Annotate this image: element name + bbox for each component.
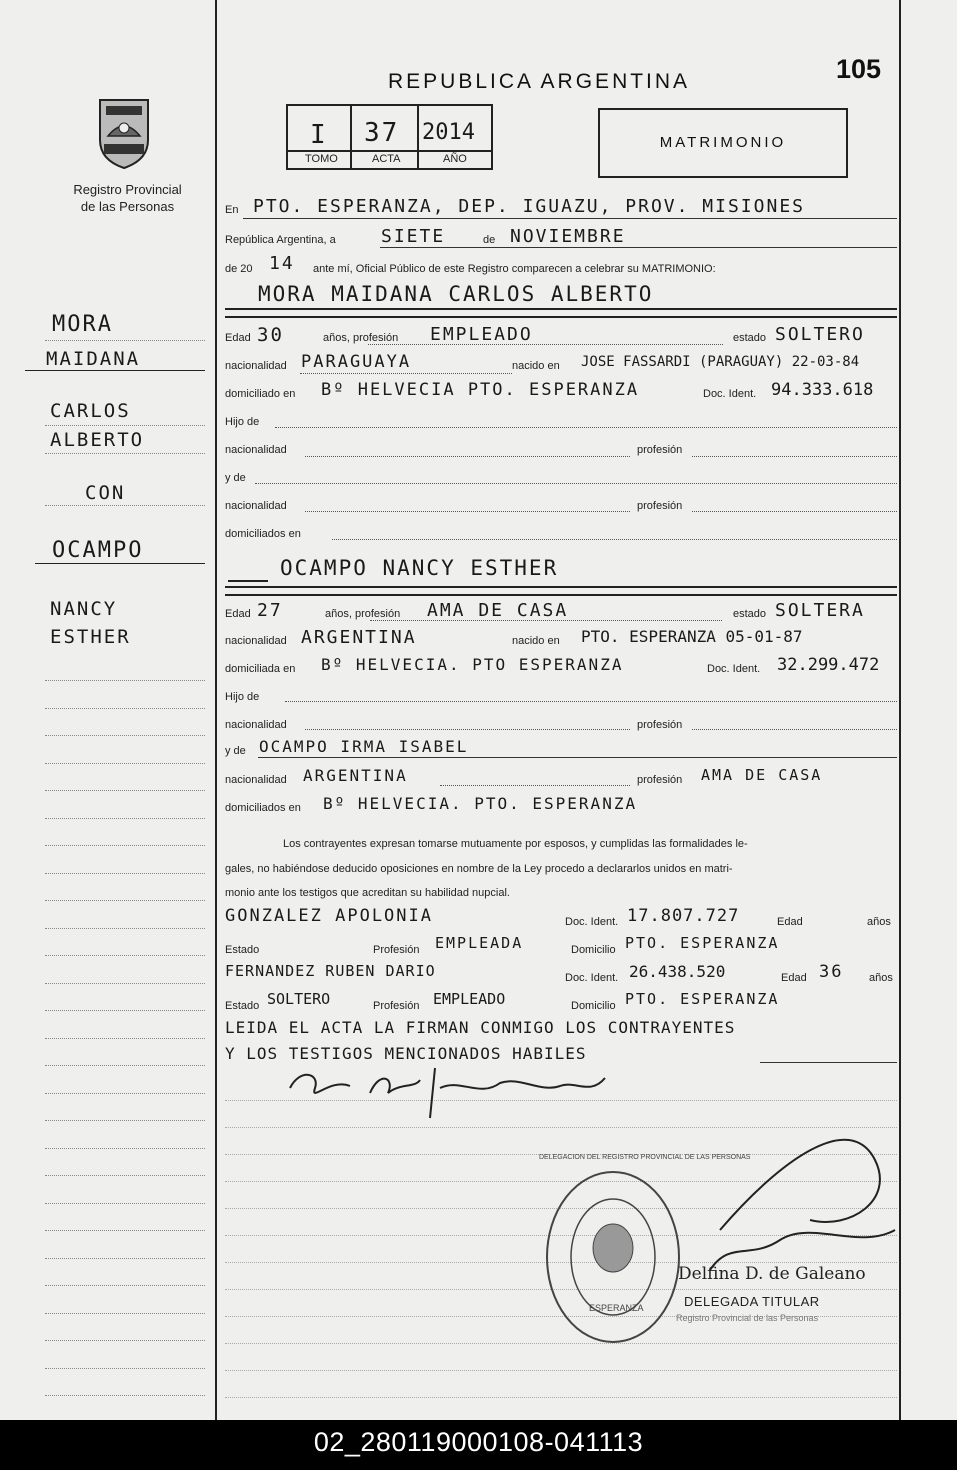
place-value: PTO. ESPERANZA, DEP. IGUAZU, PROV. MISIONES — [253, 196, 805, 217]
margin-rule — [45, 1395, 205, 1396]
margin-rule — [45, 790, 205, 791]
body-rule — [225, 1397, 897, 1398]
groom-profession: EMPLEADO — [430, 324, 533, 345]
bride-mother-name: OCAMPO IRMA ISABEL — [259, 737, 469, 756]
republica-label: República Argentina, a — [225, 234, 336, 246]
margin-given-4: ESTHER — [50, 626, 131, 648]
bride-marital-status: SOLTERA — [775, 600, 865, 621]
bride-mother-profession: AMA DE CASA — [701, 766, 823, 784]
margin-rule — [45, 1175, 205, 1176]
margin-surname-2: MAIDANA — [46, 348, 141, 370]
margin-rule — [45, 1340, 205, 1341]
bride-mother-nationality: ARGENTINA — [303, 766, 408, 785]
margin-divider — [215, 0, 217, 1420]
witness2-address: PTO. ESPERANZA — [625, 990, 780, 1008]
groom-id: 94.333.618 — [771, 380, 874, 400]
acta-label: ACTA — [372, 153, 401, 165]
stamp-ring-text: DELEGACION DEL REGISTRO PROVINCIAL DE LAS PERSONAS — [539, 1154, 751, 1161]
record-id-box — [286, 104, 493, 170]
document-type-box — [598, 108, 848, 178]
tomo-label: TOMO — [305, 153, 338, 165]
document-type: MATRIMONIO — [659, 134, 787, 151]
officer-title: DELEGADA TITULAR — [684, 1294, 820, 1309]
witness1-name: GONZALEZ APOLONIA — [225, 906, 433, 926]
margin-rule — [45, 1120, 205, 1121]
bride-name: OCAMPO NANCY ESTHER — [280, 556, 559, 580]
witness2-id: 26.438.520 — [629, 962, 726, 981]
margin-rule — [45, 818, 205, 819]
margin-rule — [45, 1285, 205, 1286]
statement-line2: gales, no habiéndose deducido oposiciones en nombre de la Ley procedo a declararlos unidos en matri- — [225, 862, 733, 875]
document-page: Registro Provincial de las Personas REPUBLICA ARGENTINA 105 I 37 2014 TOMO ACTA AÑO MATRIMONIO MORA MAIDANA CARLOS ALBERTO CON OCAMPO NANCY ESTHER En PTO. ESPERANZA, DEP. IGUAZU, PROV. MISIONES República Argentina, a SIETE de NOVIEMBRE de 20 14 ante mí, Oficial Público de este Registro comparecen a celebrar su MATRIMONIO: MORA MAIDANA CARLOS ALBERTO Edad 30 años, profesión EMPLEADO estado SOLTERO nacionalidad PARAGUAYA nacido en JOSE FASSARDI (PARAGUAY) 22-03-84 domiciliado en Bº HELVECIA PTO. ESPERANZA Doc. Ident. 94.333.618 Hijo de nacionalidad profesión y de nacionalidad profesión domiciliados en OCAMPO NANCY ESTHER Edad 27 años, profesión AMA DE CASA estado SOLTERA nacionalidad ARGENTINA nacido en PTO. ESPERANZA 05-01-87 domiciliada en Bº HELVECIA. PTO ESPERANZA Doc. Ident. 32.299.472 Hijo de nacionalidad profesión y de OCAMPO IRMA ISABEL nacionalidad ARGENTINA profesión AMA DE CASA domiciliados en Bº HELVECIA. PTO. ESPERANZA Los contrayentes expresan tomarse mutuamente por esposos, y cumplidas las formalidades le- gales, no habiéndose deducido oposiciones en nombre de la Ley procedo a declararlos unidos en matri- monio ante los testigos que acreditan su habilidad nupcial. GONZALEZ APOLONIA Doc. Ident. 17.807.727 Edad años Estado Profesión EMPLEADA Domicilio PTO. ESPERANZA FERNANDEZ RUBEN DARIO Doc. Ident. 26.438.520 Edad 36 años Estado SOLTERO Profesión EMPLEADO Domicilio PTO. ESPERANZA LEIDA EL ACTA LA FIRMAN CONMIGO LOS CONTRAYENTES Y LOS TESTIGOS MENCIONADOS HABILES DELEGACION DEL REGISTRO PROVINCIAL DE LAS PERSONAS ESPERANZA Delfina D. de Galeano DELEGADA TITULAR Registro Provincial de las Personas — [0, 0, 957, 1420]
witness1-id: 17.807.727 — [627, 906, 740, 926]
margin-rule — [45, 1038, 205, 1039]
officer-name: Delfina D. de Galeano — [678, 1264, 866, 1284]
year-suffix: 14 — [269, 253, 295, 274]
witness2-status: SOLTERO — [267, 990, 331, 1008]
margin-rule — [45, 1093, 205, 1094]
margin-rule — [45, 983, 205, 984]
scan-code: 02_280119000108-041113 — [313, 1427, 644, 1457]
margin-rule — [45, 1368, 205, 1369]
scan-code-footer — [0, 1420, 957, 1470]
tomo-value: I — [310, 120, 328, 150]
country-title: REPUBLICA ARGENTINA — [388, 70, 691, 93]
margin-con: CON — [85, 482, 126, 504]
margin-rule — [45, 708, 205, 709]
witness1-address: PTO. ESPERANZA — [625, 934, 780, 952]
ante-text: ante mí, Oficial Público de este Registro comparecen a celebrar su MATRIMONIO: — [313, 263, 716, 275]
groom-birthplace: JOSE FASSARDI (PARAGUAY) 22-03-84 — [581, 354, 860, 370]
margin-given-2: ALBERTO — [50, 429, 145, 451]
margin-rule — [45, 928, 205, 929]
misiones-seal-logo — [92, 92, 156, 170]
margin-rule — [45, 680, 205, 681]
margin-rule — [45, 1258, 205, 1259]
margin-rule — [45, 955, 205, 956]
anio-label: AÑO — [443, 153, 467, 165]
groom-nationality: PARAGUAYA — [301, 352, 412, 372]
bride-profession: AMA DE CASA — [427, 600, 569, 621]
signatures — [230, 1058, 630, 1128]
witness2-age: 36 — [819, 962, 844, 982]
officer-signature — [660, 1120, 900, 1280]
de-label: de — [483, 234, 496, 246]
registry-name-line1: Registro Provincial — [73, 182, 182, 197]
margin-rule — [45, 1230, 205, 1231]
margin-given-1: CARLOS — [50, 400, 131, 422]
bride-nationality: ARGENTINA — [301, 627, 417, 648]
bride-address: Bº HELVECIA. PTO ESPERANZA — [321, 655, 624, 674]
acta-value: 37 — [364, 118, 400, 148]
closing-line2: Y LOS TESTIGOS MENCIONADOS HABILES — [225, 1044, 587, 1063]
statement-line1: Los contrayentes expresan tomarse mutuamente por esposos, y cumplidas las formalidades le- — [283, 838, 748, 850]
en-label: En — [225, 204, 239, 216]
bride-birthplace: PTO. ESPERANZA 05-01-87 — [581, 627, 803, 646]
margin-rule — [45, 900, 205, 901]
anio-value: 2014 — [422, 120, 475, 145]
witness2-name: FERNANDEZ RUBEN DARIO — [225, 962, 436, 980]
margin-rule — [45, 1203, 205, 1204]
margin-rule — [45, 1010, 205, 1011]
margin-rule — [45, 1148, 205, 1149]
margin-rule — [45, 1313, 205, 1314]
body-rule — [225, 1370, 897, 1371]
margin-given-3: NANCY — [50, 598, 118, 620]
margin-rule — [45, 735, 205, 736]
registry-name-line2: de las Personas — [80, 199, 175, 214]
day-value: SIETE — [381, 226, 446, 247]
parents-address: Bº HELVECIA. PTO. ESPERANZA — [323, 794, 638, 813]
witness2-profession: EMPLEADO — [433, 990, 506, 1008]
officer-subtitle: Registro Provincial de las Personas — [676, 1313, 819, 1323]
bride-age: 27 — [257, 600, 283, 621]
year-prefix: de 20 — [225, 263, 253, 275]
margin-rule — [45, 845, 205, 846]
witness1-profession: EMPLEADA — [435, 934, 524, 952]
closing-line1: LEIDA EL ACTA LA FIRMAN CONMIGO LOS CONTRAYENTES — [225, 1018, 736, 1037]
statement-line3: monio ante los testigos que acreditan su habilidad nupcial. — [225, 887, 510, 899]
groom-age: 30 — [257, 324, 284, 346]
month-value: NOVIEMBRE — [510, 226, 626, 247]
bride-id: 32.299.472 — [777, 655, 880, 675]
margin-rule — [45, 1065, 205, 1066]
groom-name: MORA MAIDANA CARLOS ALBERTO — [258, 282, 654, 306]
page-number: 105 — [836, 54, 882, 84]
margin-rule — [45, 873, 205, 874]
margin-rule — [45, 763, 205, 764]
margin-surname-3: OCAMPO — [52, 538, 144, 563]
stamp-bottom-text: ESPERANZA — [589, 1303, 644, 1313]
groom-marital-status: SOLTERO — [775, 324, 865, 345]
groom-address: Bº HELVECIA PTO. ESPERANZA — [321, 380, 640, 400]
margin-surname-1: MORA — [52, 312, 113, 337]
